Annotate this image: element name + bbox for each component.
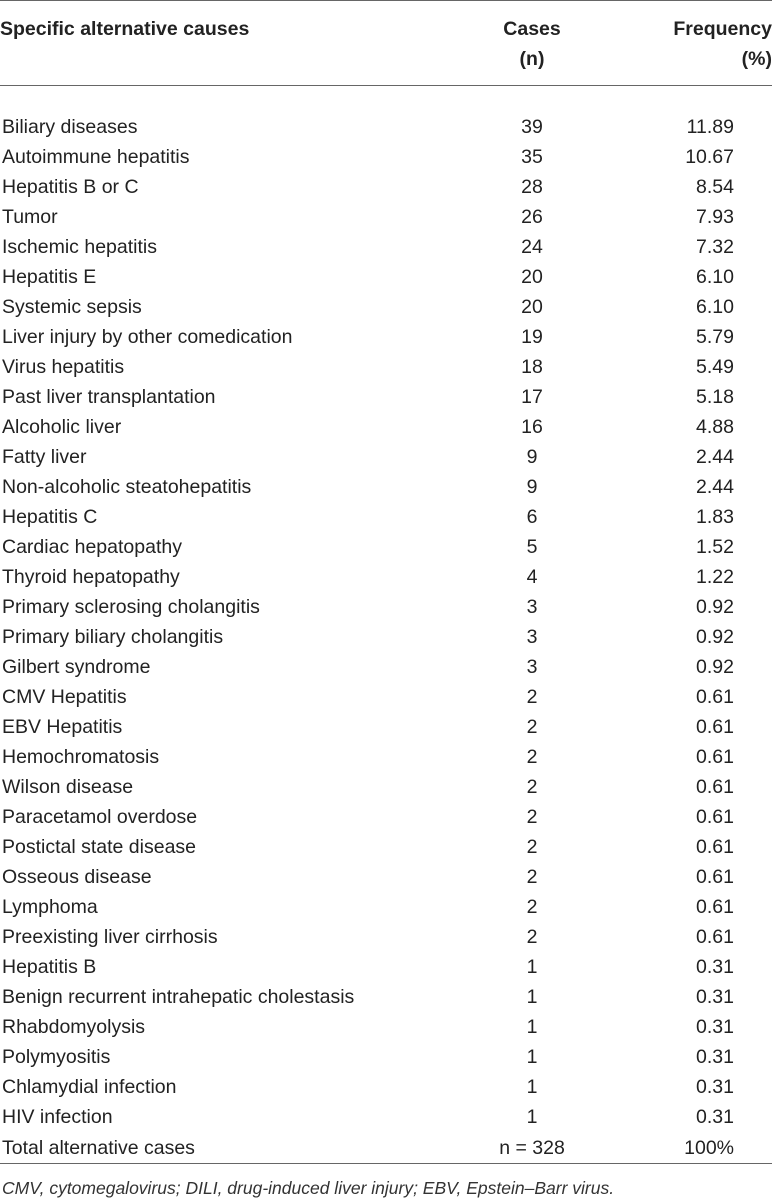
cell-frequency: 0.92 bbox=[696, 656, 734, 678]
cell-cause: Chlamydial infection bbox=[2, 1076, 177, 1098]
header-cause bbox=[0, 1, 452, 86]
table-row bbox=[0, 952, 772, 982]
cell-frequency: 5.18 bbox=[696, 386, 734, 408]
table-row bbox=[0, 892, 772, 922]
cell-cases: 28 bbox=[521, 176, 543, 198]
cell-cause: Systemic sepsis bbox=[2, 296, 142, 318]
cell-cause: Total alternative cases bbox=[0, 1132, 452, 1164]
cell-cause: Benign recurrent intrahepatic cholestasis bbox=[2, 986, 355, 1008]
table-row bbox=[0, 982, 772, 1012]
cell-frequency: 0.61 bbox=[696, 746, 734, 768]
cell-frequency: 0.61 bbox=[696, 716, 734, 738]
cell-cause: Cardiac hepatopathy bbox=[2, 536, 182, 558]
cell-cases: 3 bbox=[526, 626, 538, 648]
cell-cases: 1 bbox=[526, 1046, 538, 1068]
table-row bbox=[0, 592, 772, 622]
cell-cause: Hepatitis B bbox=[2, 956, 97, 978]
table-row bbox=[0, 742, 772, 772]
cell-cases: 6 bbox=[526, 506, 538, 528]
cell-cause: Fatty liver bbox=[2, 446, 87, 468]
table-row bbox=[0, 382, 772, 412]
cell-frequency: 6.10 bbox=[696, 266, 734, 288]
cell-cases: 2 bbox=[526, 716, 538, 738]
table-header bbox=[0, 1, 772, 86]
cell-frequency: 7.32 bbox=[696, 236, 734, 258]
header-frequency-line2: (%) bbox=[741, 48, 772, 70]
table-row bbox=[0, 1042, 772, 1072]
table-row bbox=[0, 202, 772, 232]
cell-frequency: 7.93 bbox=[696, 206, 734, 228]
cell-cause: Wilson disease bbox=[2, 776, 134, 798]
cell-cases: 1 bbox=[526, 1016, 538, 1038]
table-row bbox=[0, 262, 772, 292]
cell-cause: Tumor bbox=[2, 206, 58, 228]
cell-frequency: 1.22 bbox=[696, 566, 734, 588]
table-row bbox=[0, 322, 772, 352]
header-frequency-line1: Frequency bbox=[673, 18, 772, 40]
cell-cases: 35 bbox=[521, 146, 543, 168]
cell-cause: CMV Hepatitis bbox=[2, 686, 127, 708]
cell-frequency: 0.31 bbox=[696, 1016, 734, 1038]
cell-cases: 3 bbox=[526, 656, 538, 678]
table-row bbox=[0, 1072, 772, 1102]
table-row bbox=[0, 1102, 772, 1132]
cell-cause: Alcoholic liver bbox=[2, 416, 122, 438]
table-row bbox=[0, 772, 772, 802]
cell-cause: Thyroid hepatopathy bbox=[2, 566, 180, 588]
table-footnote: CMV, cytomegalovirus; DILI, drug-induced liver injury; EBV, Epstein–Barr virus. bbox=[2, 1178, 615, 1198]
cell-frequency: 5.49 bbox=[696, 356, 734, 378]
cell-cases: 16 bbox=[521, 416, 543, 438]
cell-cause: HIV infection bbox=[2, 1106, 113, 1128]
cell-cases: 3 bbox=[526, 596, 538, 618]
cell-cause: Gilbert syndrome bbox=[2, 656, 151, 678]
cell-cause: Past liver transplantation bbox=[2, 386, 216, 408]
cell-cases: 20 bbox=[521, 266, 543, 288]
cell-cause: Ischemic hepatitis bbox=[2, 236, 157, 258]
table-row bbox=[0, 86, 772, 143]
table-row bbox=[0, 712, 772, 742]
table-row bbox=[0, 832, 772, 862]
table-row bbox=[0, 352, 772, 382]
cell-cases: 20 bbox=[521, 296, 543, 318]
table-row bbox=[0, 622, 772, 652]
cell-frequency: 0.61 bbox=[696, 836, 734, 858]
cell-cases: 19 bbox=[521, 326, 543, 348]
cell-frequency: 100% bbox=[612, 1132, 772, 1164]
cell-cases: 2 bbox=[526, 746, 538, 768]
cell-cases: 9 bbox=[526, 476, 538, 498]
header-cause-label: Specific alternative causes bbox=[0, 18, 250, 40]
cell-cases: 1 bbox=[526, 986, 538, 1008]
cell-frequency: 6.10 bbox=[696, 296, 734, 318]
table-row bbox=[0, 142, 772, 172]
cell-frequency: 0.61 bbox=[696, 806, 734, 828]
cell-cause: Hemochromatosis bbox=[2, 746, 160, 768]
cell-cases: 2 bbox=[526, 896, 538, 918]
cell-cases: 1 bbox=[526, 1076, 538, 1098]
cell-frequency: 1.52 bbox=[696, 536, 734, 558]
cell-cases: 2 bbox=[526, 686, 538, 708]
cell-frequency: 1.83 bbox=[696, 506, 734, 528]
cell-cases: 2 bbox=[526, 866, 538, 888]
table-row bbox=[0, 562, 772, 592]
cell-frequency: 2.44 bbox=[696, 476, 734, 498]
table-row bbox=[0, 802, 772, 832]
cell-cause: Lymphoma bbox=[2, 896, 98, 918]
cell-frequency: 0.31 bbox=[696, 956, 734, 978]
cell-frequency: 0.31 bbox=[696, 1106, 734, 1128]
cell-frequency: 5.79 bbox=[696, 326, 734, 348]
cell-frequency: 0.92 bbox=[696, 596, 734, 618]
cell-cases: 2 bbox=[526, 926, 538, 948]
cell-cases: 2 bbox=[526, 776, 538, 798]
cell-cases: n = 328 bbox=[452, 1132, 612, 1164]
header-cases-line1: Cases bbox=[503, 18, 561, 40]
cell-frequency: 2.44 bbox=[696, 446, 734, 468]
cell-frequency: 0.61 bbox=[696, 896, 734, 918]
cell-frequency: 0.31 bbox=[696, 986, 734, 1008]
table-row bbox=[0, 412, 772, 442]
cell-cases: 4 bbox=[526, 566, 538, 588]
cell-frequency: 0.31 bbox=[696, 1046, 734, 1068]
cell-frequency: 0.61 bbox=[696, 776, 734, 798]
cell-cases: 5 bbox=[526, 536, 538, 558]
cell-frequency: 0.31 bbox=[696, 1076, 734, 1098]
cell-cause: Hepatitis B or C bbox=[2, 176, 139, 198]
table-row bbox=[0, 472, 772, 502]
cell-frequency: 0.61 bbox=[696, 926, 734, 948]
table-row bbox=[0, 1012, 772, 1042]
cell-cause: Preexisting liver cirrhosis bbox=[2, 926, 218, 948]
cell-frequency: 0.92 bbox=[696, 626, 734, 648]
cell-frequency: 0.61 bbox=[696, 866, 734, 888]
cell-cause: Primary sclerosing cholangitis bbox=[2, 596, 260, 618]
cell-cause: Non-alcoholic steatohepatitis bbox=[2, 476, 252, 498]
table-row bbox=[0, 442, 772, 472]
cell-cause: Rhabdomyolysis bbox=[2, 1016, 146, 1038]
cell-cause: EBV Hepatitis bbox=[2, 716, 123, 738]
cell-cause: Autoimmune hepatitis bbox=[2, 146, 190, 168]
table-row bbox=[0, 862, 772, 892]
cell-cause: Hepatitis E bbox=[2, 266, 97, 288]
cell-frequency: 8.54 bbox=[696, 176, 734, 198]
cell-cause: Primary biliary cholangitis bbox=[2, 626, 224, 648]
cell-cause: Virus hepatitis bbox=[2, 356, 125, 378]
cell-frequency: 10.67 bbox=[685, 146, 734, 168]
table-body bbox=[0, 86, 772, 1164]
header-frequency bbox=[612, 1, 772, 86]
table-row bbox=[0, 172, 772, 202]
cell-cause: Postictal state disease bbox=[2, 836, 197, 858]
cell-cause: Osseous disease bbox=[2, 866, 152, 888]
table-row bbox=[0, 922, 772, 952]
total-row bbox=[0, 1132, 772, 1164]
table-row bbox=[0, 502, 772, 532]
table-row bbox=[0, 652, 772, 682]
table-row bbox=[0, 232, 772, 262]
cell-cause: Paracetamol overdose bbox=[2, 806, 198, 828]
cell-cause: Hepatitis C bbox=[2, 506, 98, 528]
cell-cause: Liver injury by other comedication bbox=[2, 326, 293, 348]
cell-cases: 26 bbox=[521, 206, 543, 228]
cell-cases: 17 bbox=[521, 386, 543, 408]
table-row bbox=[0, 682, 772, 712]
cell-frequency: 4.88 bbox=[696, 416, 734, 438]
cell-cases: 39 bbox=[521, 116, 543, 138]
cell-frequency: 11.89 bbox=[686, 116, 734, 138]
cell-cases: 1 bbox=[526, 1106, 538, 1128]
cell-frequency: 0.61 bbox=[696, 686, 734, 708]
table-row bbox=[0, 532, 772, 562]
header-cases-line2: (n) bbox=[519, 48, 545, 70]
cell-cases: 2 bbox=[526, 806, 538, 828]
cell-cases: 24 bbox=[521, 236, 543, 258]
cell-cases: 1 bbox=[526, 956, 538, 978]
cell-cases: 2 bbox=[526, 836, 538, 858]
cell-cases: 18 bbox=[521, 356, 543, 378]
cell-cause: Biliary diseases bbox=[2, 116, 138, 138]
table-row bbox=[0, 292, 772, 322]
cell-cause: Polymyositis bbox=[2, 1046, 111, 1068]
header-cases bbox=[452, 1, 612, 86]
cell-cases: 9 bbox=[526, 446, 538, 468]
header-row bbox=[0, 1, 772, 86]
